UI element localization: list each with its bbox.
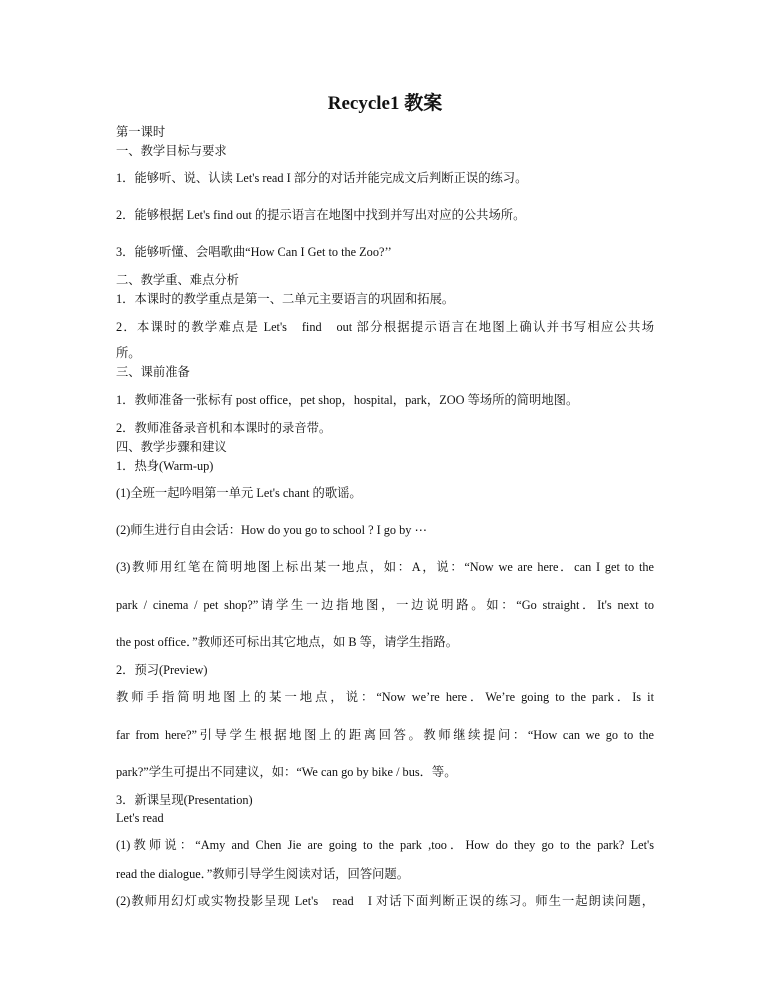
focus-item-2-continued: 所。	[116, 346, 141, 360]
lesson-period: 第一课时	[116, 125, 166, 139]
preparation-item-1: 1．教师准备一张标有 post office，pet shop，hospital，park，ZOO 等场所的简明地图。	[116, 393, 579, 407]
document-title: Recycle1 教案	[327, 93, 443, 114]
lets-read-heading: Let's read	[116, 811, 164, 825]
warm-up-item-3-continued-2: the post office．”教师还可标出其它地点，如 B 等，请学生指路。	[116, 635, 459, 649]
section-heading-steps: 四、教学步骤和建议	[116, 440, 227, 454]
warm-up-item-2: (2)师生进行自由会话：How do you go to school ? I go by ⋯	[116, 523, 427, 537]
step-warm-up-heading: 1．热身(Warm-up)	[116, 459, 214, 473]
presentation-item-1-continued: read the dialogue．”教师引导学生阅读对话，回答问题。	[116, 867, 410, 881]
section-heading-goals: 一、教学目标与要求	[116, 144, 227, 158]
section-heading-focus: 二、教学重、难点分析	[116, 273, 239, 287]
focus-item-1: 1．本课时的教学重点是第一、二单元主要语言的巩固和拓展。	[116, 292, 455, 306]
focus-item-2: 2．本课时的教学难点是 Let's find out 部分根据提示语言在地图上确认并书写相应公共场	[116, 320, 654, 334]
warm-up-item-1: (1)全班一起吟唱第一单元 Let's chant 的歌谣。	[116, 486, 362, 500]
preparation-item-2: 2．教师准备录音机和本课时的录音带。	[116, 421, 332, 435]
presentation-item-2: (2)教师用幻灯或实物投影呈现 Let's read I 对话下面判断正误的练习。师生一起朗读问题，	[116, 894, 654, 908]
step-preview-heading: 2．预习(Preview)	[116, 663, 208, 677]
step-presentation-heading: 3．新课呈现(Presentation)	[116, 793, 253, 807]
presentation-item-1: (1)教师说：“Amy and Chen Jie are going to the park ,too．How do they go to the park? Let's	[116, 838, 654, 852]
section-heading-preparation: 三、课前准备	[116, 365, 190, 379]
goal-item-1: 1．能够听、说、认读 Let's read I 部分的对话并能完成文后判断正误的练习。	[116, 171, 528, 185]
goal-item-3: 3．能够听懂、会唱歌曲“How Can I Get to the Zoo?’’	[116, 245, 392, 259]
preview-paragraph-continued-2: park?”学生可提出不同建议，如：“We can go by bike / bus．等。	[116, 765, 457, 779]
warm-up-item-3: (3)教师用红笔在简明地图上标出某一地点，如：A，说：“Now we are here．can I get to the	[116, 560, 654, 574]
preview-paragraph: 教师手指简明地图上的某一地点，说：“Now we’re here．We’re going to the park．Is it	[116, 690, 654, 704]
preview-paragraph-continued-1: far from here?”引导学生根据地图上的距离回答。教师继续提问：“How can we go to the	[116, 728, 654, 742]
goal-item-2: 2．能够根据 Let's find out 的提示语言在地图中找到并写出对应的公共场所。	[116, 208, 526, 222]
warm-up-item-3-continued-1: park / cinema / pet shop?”请学生一边指地图，一边说明路。如：“Go straight．It's next to	[116, 598, 654, 612]
